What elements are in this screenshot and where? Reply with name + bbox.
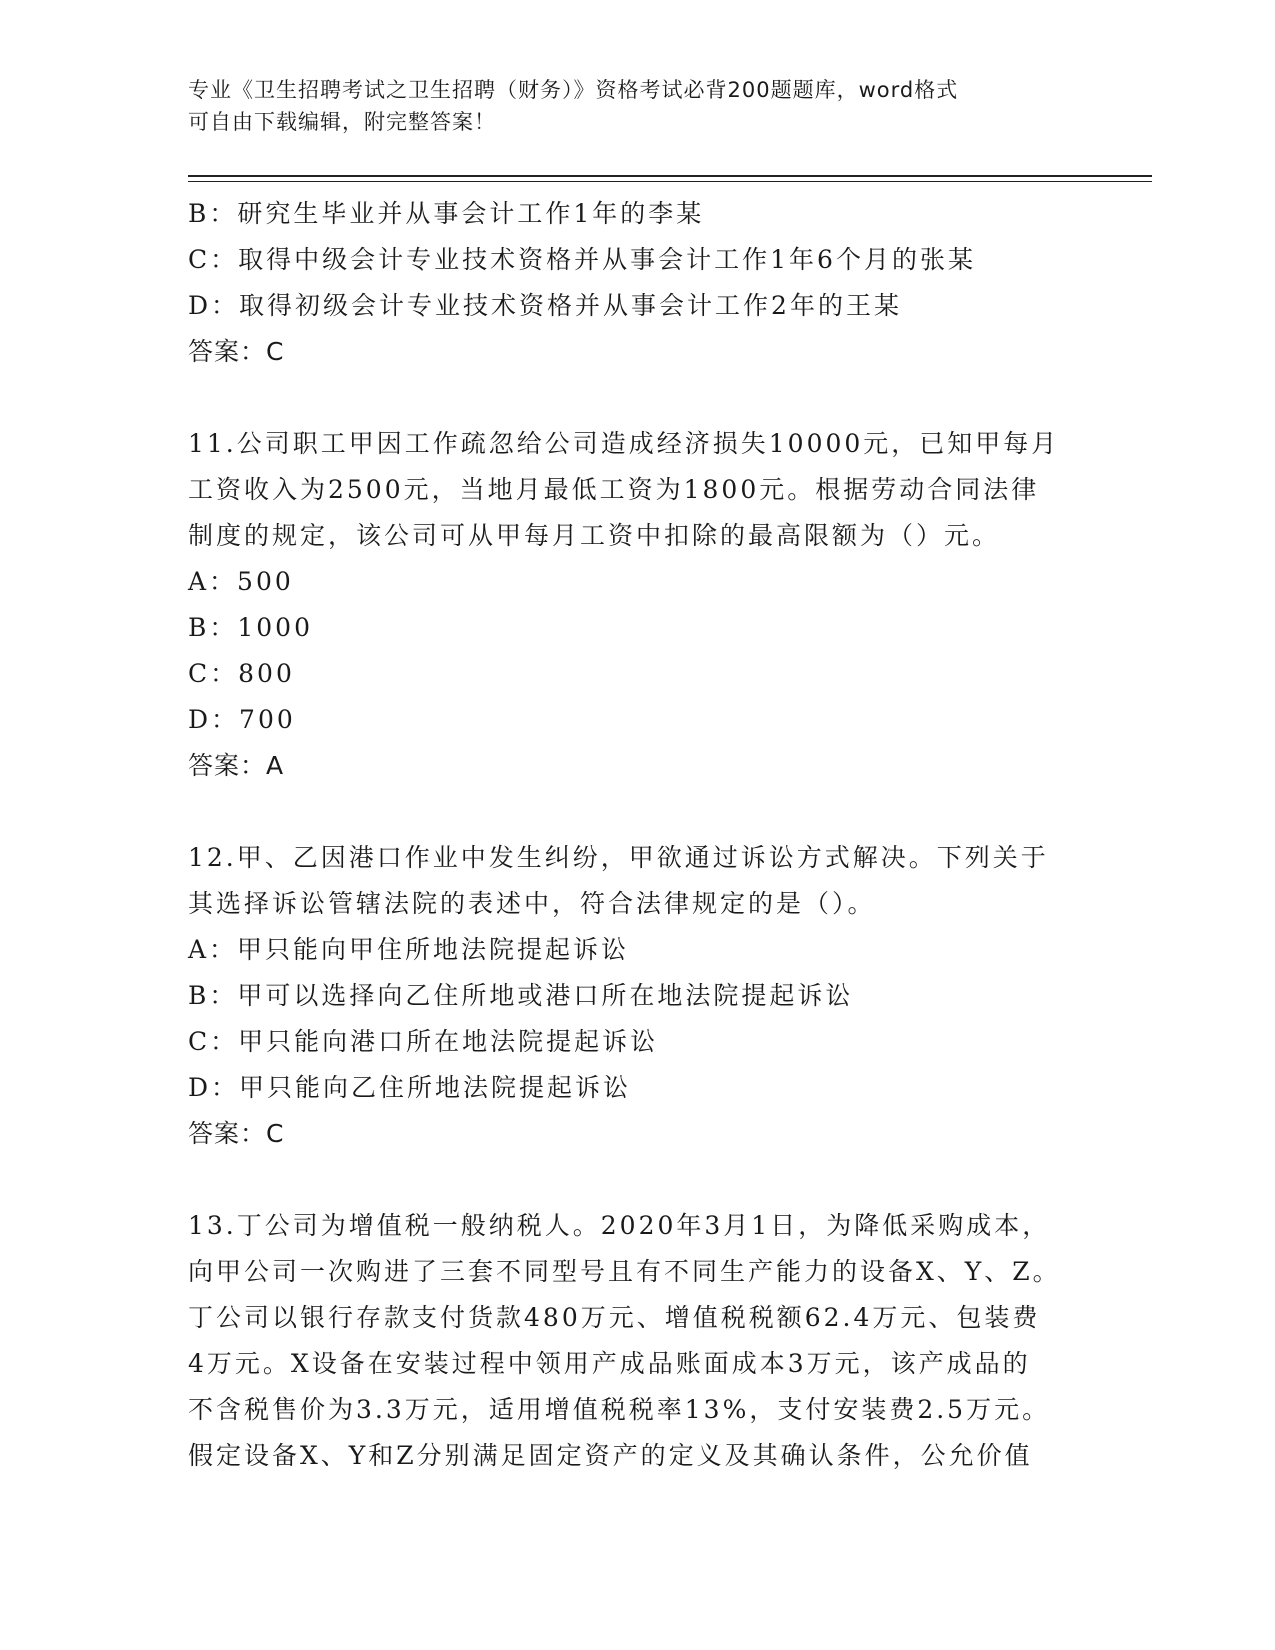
q11-option-a: A：500 <box>188 567 294 596</box>
q11-option-b: B：1000 <box>188 613 313 642</box>
header-divider-thin <box>188 181 1152 182</box>
document-header <box>188 74 1068 138</box>
q10-answer: 答案：C <box>188 337 285 366</box>
q12-option-a: A：甲只能向甲住所地法院提起诉讼 <box>188 935 630 964</box>
q13-stem-line-4: 4万元。X设备在安装过程中领用产成品账面成本3万元，该产成品的 <box>188 1349 1031 1378</box>
q12-option-d: D：甲只能向乙住所地法院提起诉讼 <box>188 1073 632 1102</box>
header-title-line-1: 专业《卫生招聘考试之卫生招聘（财务）》资格考试必背200题题库，word格式 <box>188 78 959 102</box>
q13-stem-line-3: 丁公司以银行存款支付货款480万元、增值税税额62.4万元、包装费 <box>188 1303 1041 1332</box>
q13-stem-line-2: 向甲公司一次购进了三套不同型号且有不同生产能力的设备X、Y、Z。 <box>188 1257 1061 1286</box>
q13-stem-line-6: 假定设备X、Y和Z分别满足固定资产的定义及其确认条件，公允价值 <box>188 1441 1033 1470</box>
q12-option-c: C：甲只能向港口所在地法院提起诉讼 <box>188 1027 659 1056</box>
q11-stem-line-1: 11.公司职工甲因工作疏忽给公司造成经济损失10000元，已知甲每月 <box>188 429 1060 458</box>
q12-stem-line-2: 其选择诉讼管辖法院的表述中，符合法律规定的是（）。 <box>188 889 876 918</box>
q10-option-c: C：取得中级会计专业技术资格并从事会计工作1年6个月的张某 <box>188 245 976 274</box>
q11-stem-line-2: 工资收入为2500元，当地月最低工资为1800元。根据劳动合同法律 <box>188 475 1040 504</box>
q11-option-d: D：700 <box>188 705 296 734</box>
document-body <box>188 191 1068 1479</box>
q11-option-c: C：800 <box>188 659 295 688</box>
q11-stem-line-3: 制度的规定，该公司可从甲每月工资中扣除的最高限额为（）元。 <box>188 521 1001 550</box>
header-title-line-2: 可自由下载编辑，附完整答案！ <box>188 110 496 134</box>
q12-stem-line-1: 12.甲、乙因港口作业中发生纠纷，甲欲通过诉讼方式解决。下列关于 <box>188 843 1049 872</box>
header-divider-thick <box>188 175 1152 177</box>
q13-stem-line-1: 13.丁公司为增值税一般纳税人。2020年3月1日，为降低采购成本， <box>188 1211 1051 1240</box>
q11-answer: 答案：A <box>188 751 285 780</box>
q10-option-b: B：研究生毕业并从事会计工作1年的李某 <box>188 199 705 228</box>
q12-answer: 答案：C <box>188 1119 285 1148</box>
q13-stem-line-5: 不含税售价为3.3万元，适用增值税税率13%，支付安装费2.5万元。 <box>188 1395 1051 1424</box>
q12-option-b: B：甲可以选择向乙住所地或港口所在地法院提起诉讼 <box>188 981 854 1010</box>
q10-option-d: D：取得初级会计专业技术资格并从事会计工作2年的王某 <box>188 291 902 320</box>
